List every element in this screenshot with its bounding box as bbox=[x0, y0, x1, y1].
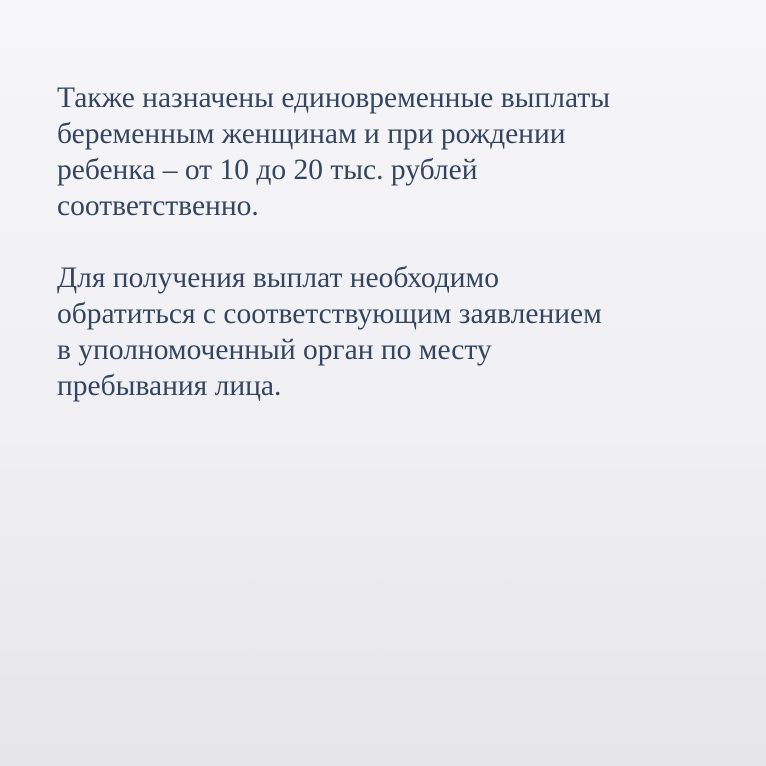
paragraph-payments bbox=[57, 80, 737, 224]
paragraph-line: Также назначены единовременные выплаты bbox=[57, 82, 611, 114]
paragraph-line: ребенка – от 10 до 20 тыс. рублей bbox=[57, 154, 478, 186]
paragraph-line: Для получения выплат необходимо bbox=[57, 262, 499, 294]
paragraph-application bbox=[57, 260, 737, 404]
text-block bbox=[57, 80, 737, 404]
paragraph-line: соответственно. bbox=[57, 190, 259, 222]
paragraph-line: пребывания лица. bbox=[57, 370, 282, 402]
paragraph-line: в уполномоченный орган по месту bbox=[57, 334, 492, 366]
paragraph-line: беременным женщинам и при рождении bbox=[57, 118, 566, 150]
paragraph-line: обратиться с соответствующим заявлением bbox=[57, 298, 602, 330]
